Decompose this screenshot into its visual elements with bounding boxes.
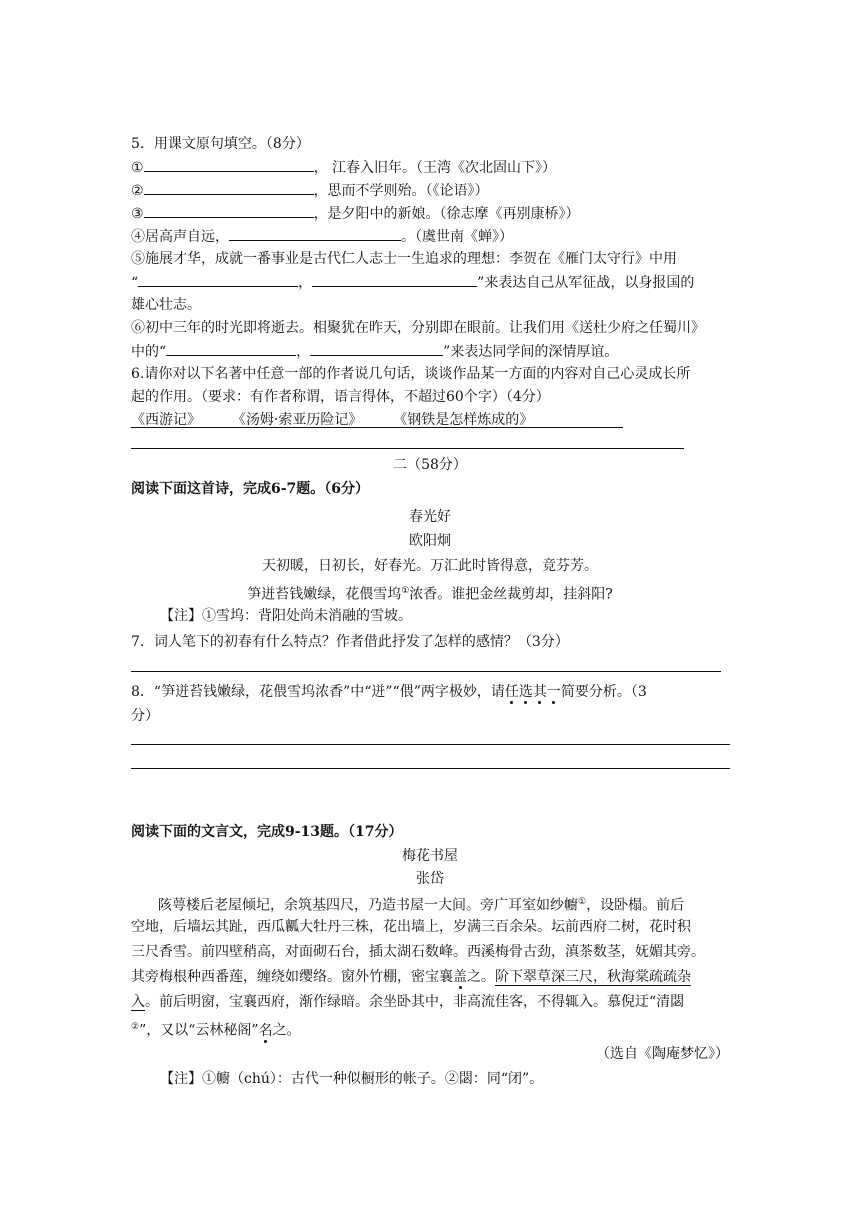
q5-line-3-text: ，是夕阳中的新娘。（徐志摩《再别康桥》）: [313, 206, 580, 222]
answer-line[interactable]: [131, 768, 730, 769]
prose-line-4: [131, 967, 691, 987]
footnote-mark: ①: [578, 897, 587, 907]
q5-line-6b: [131, 341, 618, 362]
separator: ，: [298, 275, 313, 291]
prose-text: 其旁梅根种西番莲，缠绕如缨络。窗外竹棚，密宝襄: [131, 969, 453, 985]
answer-blank[interactable]: [144, 203, 314, 218]
answer-blank[interactable]: [310, 341, 443, 356]
q5-line-2: [131, 180, 489, 201]
poem-heading: 阅读下面这首诗，完成6-7题。（6分）: [131, 481, 370, 497]
book-title: 《钢铁是怎样炼成的》: [393, 412, 534, 428]
prose-text: 之。: [467, 969, 495, 985]
q5-line-6b-text: ”来表达同学间的深情厚谊。: [443, 344, 619, 360]
q5-title: 5．用课文原句填空。（8分）: [131, 136, 310, 152]
answer-line[interactable]: [131, 671, 721, 672]
q5-line-5b: [131, 272, 694, 293]
q5-line-2-text: ，思而不学则殆。（《论语》）: [313, 183, 489, 199]
prose-note: 【注】①幮（chú）：古代一种似橱形的帐子。②閟：同“闭”。: [160, 1071, 544, 1087]
prose-line-2: 空地，后墙坛其趾，西瓜瓤大牡丹三株，花出墙上，岁满三百余朵。坛前西府二树，花时积: [131, 919, 691, 935]
answer-blank[interactable]: [144, 157, 314, 172]
answer-line[interactable]: [131, 448, 684, 449]
q5-line-6b-prefix: 中的“: [131, 344, 167, 360]
footnote-mark: ①: [401, 586, 410, 596]
poem-note: 【注】①雪坞：背阳处尚未消融的雪坡。: [160, 608, 412, 624]
prose-line-3: 三尺香雪。前四壁稍高，对面砌石台，插太湖石数峰。西溪梅骨古劲，滇茶数茎，妩媚其旁。: [131, 944, 705, 960]
book-title: 《汤姆·索亚历险记》: [231, 412, 363, 428]
q5-line-6a: ⑥初中三年的时光即将逝去。相聚犹在昨天，分别即在眼前。让我们用《送杜少府之任蜀川》: [131, 320, 705, 336]
q5-line-5a: ⑤施展才华，成就一番事业是古代仁人志士一生追求的理想：李贺在《雁门太守行》中用: [131, 251, 677, 267]
prose-text: 。前后明窗，宝襄西府，渐作绿暗。余坐卧其中，非高流佳客，不得辄入。慕倪迂“清閟: [145, 994, 685, 1010]
q7-text: 7．词人笔下的初春有什么特点？作者借此抒发了怎样的感情？（3分）: [131, 634, 569, 650]
answer-blank[interactable]: [144, 180, 314, 195]
prose-line-1: [158, 892, 684, 916]
prose-text: 陔萼楼后老屋倾圮，余筑基四尺，乃造书屋一大间。旁广耳室如纱幮: [158, 897, 578, 914]
poem-title: 春光好: [409, 509, 451, 525]
book-title: 《西游记》: [131, 412, 201, 428]
q5-line-3-number: ③: [131, 206, 144, 222]
q8-text: 8．“笋迸苔钱嫩绿，花偎雪坞浓香”中“迸”“偎”两字极妙，请: [131, 684, 505, 700]
answer-blank[interactable]: [138, 272, 298, 287]
footnote-mark: ②: [131, 1022, 140, 1032]
prose-text: 之。: [272, 1022, 301, 1039]
poem-author: 欧阳炯: [409, 533, 451, 549]
underlined-sentence: 阶下翠草深三尺，秋海棠疏疏杂: [495, 969, 691, 985]
section-2-heading: 二（58分）: [393, 457, 467, 473]
dotted-word: 名: [258, 1022, 273, 1039]
dotted-char: 其: [532, 684, 547, 700]
answer-blank[interactable]: [312, 272, 477, 287]
q6-line-1: 6.请你对以下名著中任意一部的作者说几句话，谈谈作品某一方面的内容对自己心灵成长所: [131, 366, 691, 382]
emphasized-phrase: [505, 684, 561, 700]
answer-line[interactable]: [131, 744, 730, 745]
poem-line-2-part: 浓香。谁把金丝裁剪却，挂斜阳?: [409, 586, 613, 603]
q5-line-3: [131, 203, 580, 224]
prose-source: （选自《陶庵梦忆》）: [596, 1046, 729, 1062]
prose-line-6: [131, 1017, 301, 1041]
prose-author: 张岱: [416, 871, 444, 887]
dotted-char: 选: [518, 684, 533, 700]
prose-text: ，设卧榻。前后: [586, 897, 685, 914]
q8-line-2: 分）: [131, 708, 159, 724]
dotted-word: 盖: [453, 969, 467, 985]
prose-text: ”，又以“云林秘阁”: [139, 1022, 259, 1039]
q6-line-2: 起的作用。（要求：有作者称谓，语言得体，不超过60个字）（4分）: [131, 389, 550, 405]
poem-line-1: 天初暖，日初长，好春光。万汇此时皆得意，竞芬芳。: [262, 558, 598, 574]
poem-line-2: [0, 581, 860, 605]
separator: ，: [296, 344, 311, 360]
q5-line-5b-text: ”来表达自己从军征战，以身报国的: [477, 275, 695, 291]
answer-line[interactable]: [131, 427, 623, 428]
prose-line-5: [131, 992, 684, 1012]
quote-open: “: [131, 275, 139, 291]
underlined-sentence: 入: [131, 994, 145, 1010]
q5-line-4: [131, 226, 513, 247]
poem-line-2-part: 笋迸苔钱嫩绿，花偎雪坞: [247, 586, 402, 603]
q5-line-2-number: ②: [131, 183, 144, 199]
q5-line-4-prefix: ④居高声自远，: [131, 229, 229, 245]
dotted-char: 任: [504, 684, 519, 700]
q5-line-1-text: ， 江春入旧年。（王湾《次北固山下》）: [313, 160, 557, 176]
dotted-char: 一: [546, 684, 561, 700]
q5-line-5c: 雄心壮志。: [131, 297, 201, 313]
answer-blank[interactable]: [166, 341, 296, 356]
prose-title: 梅花书屋: [402, 848, 458, 864]
q5-line-1: [131, 157, 556, 178]
answer-blank[interactable]: [229, 226, 401, 241]
q5-line-4-text: 。（虞世南《蝉》）: [401, 229, 513, 245]
q8-line-1: [131, 682, 647, 702]
q8-text: 简要分析。（3: [560, 684, 647, 700]
q5-line-1-number: ①: [131, 160, 144, 176]
prose-heading: 阅读下面的文言文，完成9-13题。（17分）: [131, 824, 403, 840]
